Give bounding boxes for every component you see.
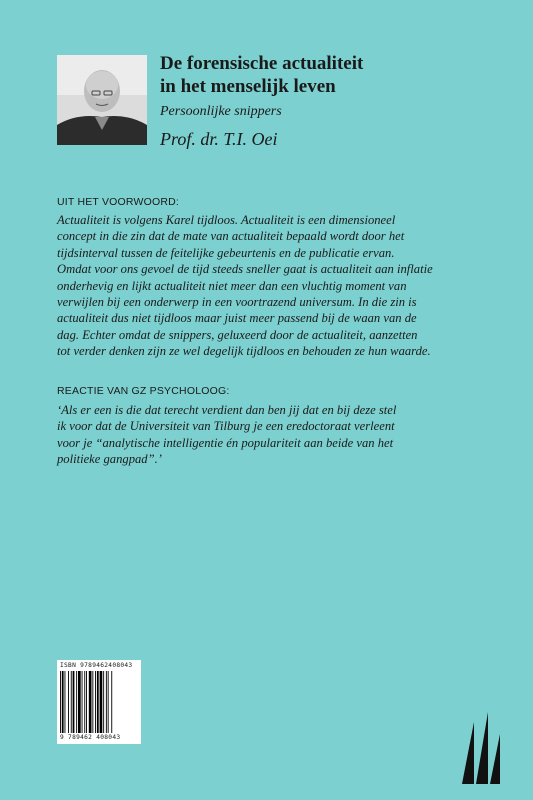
reaction-line: politieke gangpad”.’ — [57, 452, 162, 467]
book-title — [160, 52, 520, 98]
reaction-line: voor je “analytische intelligentie én populariteit aan beide van het — [57, 435, 394, 450]
barcode-bar — [86, 671, 87, 733]
barcode-bar — [106, 671, 107, 733]
reaction-line: ik voor dat de Universiteit van Tilburg je een eredoctoraat verleent — [57, 419, 395, 434]
barcode-bar — [73, 671, 75, 733]
book-subtitle: Persoonlijke snippers — [160, 104, 282, 119]
barcode-bar — [71, 671, 72, 733]
barcode-bar — [60, 671, 61, 733]
author-photo — [57, 55, 147, 145]
foreword-line: actualiteit dus niet tijdloos maar juist meer passend bij de waan van de — [57, 311, 417, 326]
barcode-bar — [111, 671, 112, 733]
foreword-line: tijdsinterval tussen de feitelijke gebeurtenis en de publicatie ervan. — [57, 245, 395, 260]
foreword-line: dag. Echter omdat de snippers, geluxeerd door de actualiteit, aanzetten — [57, 327, 418, 342]
foreword-label: UIT HET VOORWOORD: — [57, 196, 180, 208]
barcode-bar — [103, 671, 104, 733]
foreword-line: tot verder denken zijn ze wel degelijk tijdloos en behouden ze hun waarde. — [57, 344, 431, 359]
barcode-bars — [60, 671, 138, 733]
barcode-bar — [84, 671, 85, 733]
barcode-bar — [100, 671, 103, 733]
barcode-bar — [97, 671, 99, 733]
barcode-bar — [95, 671, 96, 733]
barcode-bar — [78, 671, 81, 733]
barcode-bar — [68, 671, 69, 733]
foreword-line: concept in die zin dat de mate van actualiteit bepaald wordt door het — [57, 229, 405, 244]
barcode-bar — [92, 671, 93, 733]
book-author: Prof. dr. T.I. Oei — [160, 129, 278, 149]
publisher-logo-icon — [460, 712, 502, 789]
isbn-label: ISBN 9789462408043 — [60, 662, 133, 669]
barcode-bar — [65, 671, 66, 733]
foreword-line: onderhevig en lijkt actualiteit niet meer dan een vluchtig moment van — [57, 278, 407, 293]
barcode-bar — [89, 671, 92, 733]
foreword-line: Omdat voor ons gevoel de tijd steeds sneller gaat is actualiteit aan inflatie — [57, 262, 433, 277]
reaction-text — [57, 402, 471, 468]
foreword-text — [57, 212, 471, 360]
barcode-bar — [108, 671, 109, 733]
isbn-barcode — [57, 660, 141, 744]
reaction-label: REACTIE VAN GZ PSYCHOLOOG: — [57, 385, 230, 397]
book-title-line-2: in het menselijk leven — [160, 76, 336, 97]
barcode-bar — [82, 671, 83, 733]
barcode-bar — [76, 671, 77, 733]
barcode-bar — [62, 671, 64, 733]
book-title-line-1: De forensische actualiteit — [160, 53, 364, 74]
isbn-digits: 9 789462 408043 — [60, 734, 121, 741]
foreword-line: verwijlen bij een onderwerp in een voortrazend universum. In die zin is — [57, 295, 417, 310]
reaction-line: ‘Als er een is die dat terecht verdient dan ben jij dat en bij deze stel — [57, 403, 397, 417]
foreword-line: Actualiteit is volgens Karel tijdloos. Actualiteit is een dimensioneel — [57, 213, 396, 227]
